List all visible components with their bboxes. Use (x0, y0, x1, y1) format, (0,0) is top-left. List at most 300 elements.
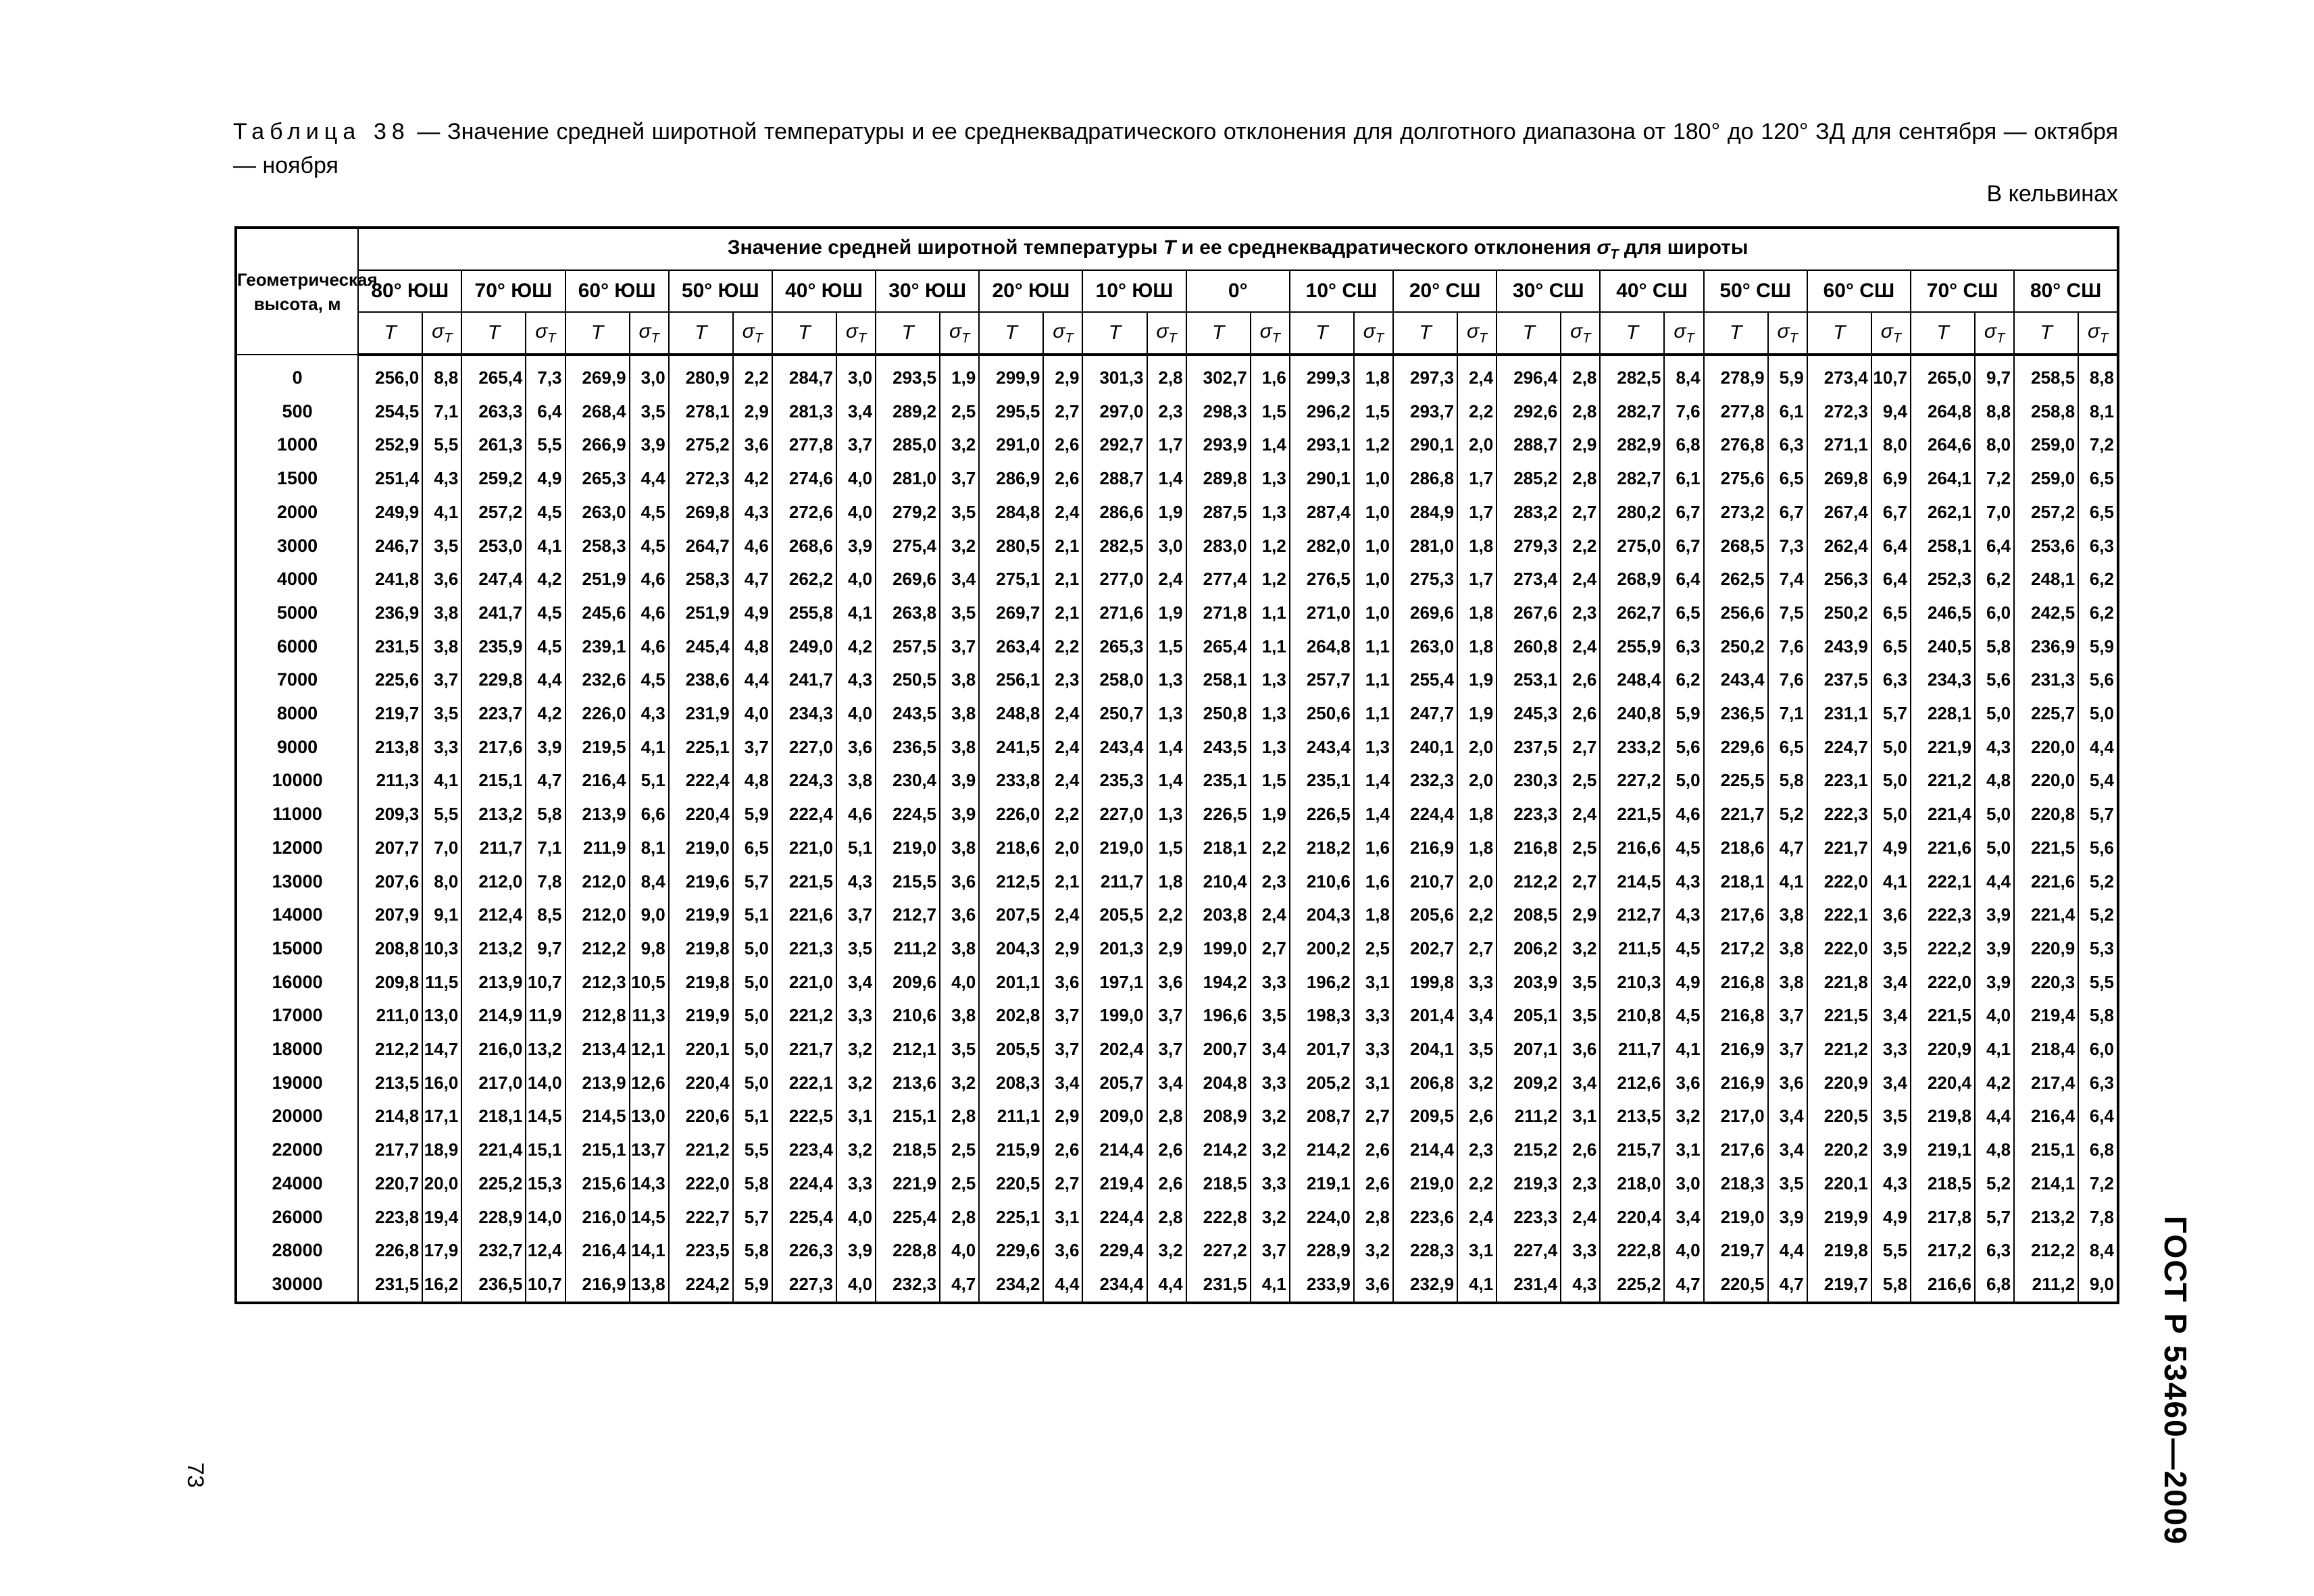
temperature-cell: 215,2 (1496, 1133, 1561, 1167)
sigma-cell: 3,6 (1354, 1268, 1393, 1303)
sigma-cell: 2,4 (1561, 1201, 1600, 1235)
temperature-cell: 216,9 (1393, 831, 1457, 865)
sigma-cell: 4,7 (526, 764, 565, 798)
latitude-header: 40° СШ (1600, 270, 1703, 312)
altitude-cell: 14000 (236, 898, 358, 932)
sigma-cell: 4,1 (1975, 1033, 2014, 1066)
sigma-cell: 4,9 (1871, 831, 1911, 865)
temperature-cell: 273,4 (1807, 355, 1871, 395)
temperature-cell: 216,4 (565, 1234, 630, 1268)
sigma-cell: 3,4 (836, 966, 876, 1000)
sigma-cell: 1,2 (1251, 563, 1290, 596)
sigma-cell: 17,1 (422, 1100, 461, 1133)
temperature-cell: 282,0 (1290, 530, 1354, 563)
sigma-cell: 13,7 (630, 1133, 669, 1167)
temperature-cell: 275,1 (979, 563, 1043, 596)
sigma-index: T (1375, 330, 1384, 346)
temperature-cell: 225,1 (979, 1201, 1043, 1235)
temperature-cell: 246,5 (1911, 596, 1975, 630)
temperature-cell: 288,7 (1496, 428, 1561, 462)
temperature-cell: 206,2 (1496, 932, 1561, 966)
temperature-cell: 212,2 (1496, 865, 1561, 899)
sigma-cell: 3,7 (940, 462, 979, 496)
temperature-cell: 276,5 (1290, 563, 1354, 596)
temperature-cell: 196,2 (1290, 966, 1354, 1000)
temperature-cell: 210,4 (1186, 865, 1251, 899)
temperature-cell: 212,7 (876, 898, 940, 932)
sigma-subheader (1354, 312, 1393, 355)
sigma-cell: 5,0 (1871, 731, 1911, 765)
table-row (236, 831, 2118, 865)
sigma-cell: 1,6 (1354, 865, 1393, 899)
sigma-symbol: σ (1674, 319, 1686, 342)
temperature-cell: 219,8 (1911, 1100, 1975, 1133)
temperature-cell: 264,7 (669, 530, 733, 563)
temperature-cell: 263,3 (461, 395, 526, 429)
sigma-subheader (1043, 312, 1082, 355)
temperature-cell: 216,9 (1704, 1066, 1768, 1100)
stub-header: Геометрическая высота, м (236, 228, 358, 355)
sigma-cell: 1,2 (1251, 530, 1290, 563)
sigma-cell: 4,4 (526, 663, 565, 697)
sigma-cell: 3,5 (422, 697, 461, 731)
temperature-cell: 201,4 (1393, 999, 1457, 1033)
temperature-cell: 234,3 (1911, 663, 1975, 697)
temperature-cell: 271,6 (1082, 596, 1147, 630)
temperature-cell: 298,3 (1186, 395, 1251, 429)
temperature-cell: 222,7 (669, 1201, 733, 1235)
sigma-cell: 2,2 (1043, 630, 1082, 664)
sigma-cell: 4,1 (1664, 1033, 1703, 1066)
sigma-cell: 2,6 (1043, 428, 1082, 462)
temperature-subheader: T (1082, 312, 1147, 355)
temperature-cell: 218,5 (1186, 1167, 1251, 1201)
temperature-cell: 214,1 (2014, 1167, 2078, 1201)
sigma-cell: 4,1 (1871, 865, 1911, 899)
temperature-cell: 264,8 (1911, 395, 1975, 429)
temperature-cell: 220,2 (1807, 1133, 1871, 1167)
temperature-cell: 216,8 (1704, 966, 1768, 1000)
temperature-subheader: T (979, 312, 1043, 355)
sigma-cell: 3,4 (836, 395, 876, 429)
sigma-cell: 10,7 (526, 1268, 565, 1303)
sigma-cell: 5,5 (526, 428, 565, 462)
sigma-subheader (733, 312, 772, 355)
temperature-cell: 213,9 (565, 1066, 630, 1100)
temperature-cell: 271,8 (1186, 596, 1251, 630)
sigma-cell: 1,5 (1147, 831, 1186, 865)
sigma-cell: 3,2 (1561, 932, 1600, 966)
latitude-header: 10° СШ (1290, 270, 1393, 312)
temperature-cell: 258,3 (565, 530, 630, 563)
temperature-cell: 224,7 (1807, 731, 1871, 765)
temperature-cell: 266,9 (565, 428, 630, 462)
temperature-cell: 296,4 (1496, 355, 1561, 395)
temperature-cell: 222,8 (1186, 1201, 1251, 1235)
temperature-cell: 250,2 (1807, 596, 1871, 630)
sigma-cell: 4,2 (526, 697, 565, 731)
temperature-cell: 229,8 (461, 663, 526, 697)
temperature-cell: 272,3 (1807, 395, 1871, 429)
sigma-cell: 4,8 (733, 630, 772, 664)
sigma-cell: 7,6 (1768, 663, 1807, 697)
temperature-cell: 219,8 (669, 966, 733, 1000)
temperature-subheader: T (1393, 312, 1457, 355)
sigma-cell: 3,4 (1768, 1133, 1807, 1167)
temperature-cell: 262,2 (772, 563, 836, 596)
temperature-cell: 221,2 (669, 1133, 733, 1167)
sigma-cell: 3,2 (1251, 1133, 1290, 1167)
sigma-cell: 4,2 (526, 563, 565, 596)
sigma-index: T (1996, 330, 2005, 346)
sigma-cell: 2,9 (1043, 932, 1082, 966)
sigma-cell: 16,2 (422, 1268, 461, 1303)
temperature-cell: 219,7 (1807, 1268, 1871, 1303)
sigma-cell: 2,4 (1147, 563, 1186, 596)
sigma-cell: 3,2 (1457, 1066, 1496, 1100)
temperature-cell: 217,6 (461, 731, 526, 765)
temperature-cell: 258,8 (2014, 395, 2078, 429)
altitude-cell: 0 (236, 355, 358, 395)
sigma-cell: 2,6 (1561, 1133, 1600, 1167)
sigma-cell: 3,3 (1561, 1234, 1600, 1268)
temperature-cell: 290,1 (1393, 428, 1457, 462)
temperature-cell: 220,9 (2014, 932, 2078, 966)
sigma-cell: 1,3 (1147, 663, 1186, 697)
sigma-cell: 3,5 (1251, 999, 1290, 1033)
sigma-cell: 6,5 (1768, 462, 1807, 496)
sigma-symbol: σ (949, 319, 962, 342)
temperature-cell: 219,0 (1393, 1167, 1457, 1201)
sigma-cell: 4,3 (836, 865, 876, 899)
temperature-cell: 199,0 (1186, 932, 1251, 966)
sigma-index: T (1272, 330, 1280, 346)
sigma-cell: 8,4 (1664, 355, 1703, 395)
temperature-cell: 222,3 (1911, 898, 1975, 932)
temperature-cell: 275,6 (1704, 462, 1768, 496)
temperature-cell: 213,9 (565, 798, 630, 831)
temperature-cell: 215,1 (876, 1100, 940, 1133)
temperature-cell: 221,6 (772, 898, 836, 932)
sigma-cell: 12,4 (526, 1234, 565, 1268)
temperature-cell: 199,8 (1393, 966, 1457, 1000)
temperature-cell: 236,9 (358, 596, 422, 630)
sigma-cell: 3,6 (1871, 898, 1911, 932)
sigma-cell: 5,7 (1975, 1201, 2014, 1235)
sigma-cell: 20,0 (422, 1167, 461, 1201)
sigma-cell: 2,5 (1561, 764, 1600, 798)
sigma-cell: 4,0 (733, 697, 772, 731)
sigma-cell: 4,5 (1664, 932, 1703, 966)
temperature-cell: 257,7 (1290, 663, 1354, 697)
temperature-cell: 275,0 (1600, 530, 1664, 563)
sigma-cell: 1,5 (1251, 395, 1290, 429)
temperature-cell: 242,5 (2014, 596, 2078, 630)
temperature-cell: 237,5 (1496, 731, 1561, 765)
temperature-cell: 219,0 (669, 831, 733, 865)
temperature-cell: 223,7 (461, 697, 526, 731)
sigma-cell: 5,2 (2078, 865, 2118, 899)
temperature-cell: 219,3 (1496, 1167, 1561, 1201)
temperature-cell: 227,3 (772, 1268, 836, 1303)
sigma-cell: 9,7 (1975, 355, 2014, 395)
altitude-cell: 22000 (236, 1133, 358, 1167)
sigma-cell: 1,5 (1251, 764, 1290, 798)
temperature-cell: 293,5 (876, 355, 940, 395)
sigma-cell: 5,2 (1975, 1167, 2014, 1201)
temperature-cell: 219,6 (669, 865, 733, 899)
table-row (236, 1033, 2118, 1066)
temperature-cell: 265,4 (1186, 630, 1251, 664)
sigma-cell: 3,3 (1251, 1167, 1290, 1201)
temperature-cell: 219,4 (1082, 1167, 1147, 1201)
temperature-cell: 221,0 (772, 966, 836, 1000)
temperature-cell: 210,6 (876, 999, 940, 1033)
sigma-cell: 1,3 (1251, 462, 1290, 496)
sigma-cell: 7,4 (1768, 563, 1807, 596)
temperature-cell: 212,2 (2014, 1234, 2078, 1268)
altitude-cell: 24000 (236, 1167, 358, 1201)
temperature-cell: 283,0 (1186, 530, 1251, 563)
sigma-cell: 3,8 (940, 831, 979, 865)
temperature-cell: 272,3 (669, 462, 733, 496)
table-caption-text: — Значение средней широтной температуры и ее среднеквадратического отклонения для долготного диапазона от 180° до 120° ЗД для сентября — октября — ноября (233, 119, 2118, 178)
temperature-cell: 246,7 (358, 530, 422, 563)
temperature-cell: 203,9 (1496, 966, 1561, 1000)
temperature-cell: 241,8 (358, 563, 422, 596)
temperature-cell: 199,0 (1082, 999, 1147, 1033)
sigma-cell: 14,3 (630, 1167, 669, 1201)
sigma-cell: 3,5 (836, 932, 876, 966)
sigma-cell: 3,7 (836, 898, 876, 932)
temperature-cell: 221,7 (772, 1033, 836, 1066)
temperature-cell: 238,6 (669, 663, 733, 697)
temperature-subheader: T (1496, 312, 1561, 355)
temperature-cell: 235,1 (1290, 764, 1354, 798)
temperature-cell: 249,9 (358, 496, 422, 530)
temperature-cell: 223,5 (669, 1234, 733, 1268)
temperature-cell: 253,0 (461, 530, 526, 563)
temperature-cell: 264,8 (1290, 630, 1354, 664)
sigma-cell: 5,1 (630, 764, 669, 798)
sigma-cell: 6,7 (1871, 496, 1911, 530)
temperature-cell: 217,6 (1704, 1133, 1768, 1167)
sigma-cell: 7,3 (526, 355, 565, 395)
temperature-cell: 216,4 (565, 764, 630, 798)
sigma-cell: 10,7 (526, 966, 565, 1000)
sigma-cell: 4,3 (733, 496, 772, 530)
temperature-cell: 222,1 (1911, 865, 1975, 899)
temperature-cell: 240,1 (1393, 731, 1457, 765)
temperature-cell: 212,3 (565, 966, 630, 1000)
temperature-cell: 219,9 (669, 898, 733, 932)
temperature-cell: 208,9 (1186, 1100, 1251, 1133)
sigma-symbol: σ (1570, 319, 1583, 342)
sigma-cell: 4,4 (1043, 1268, 1082, 1303)
temperature-cell: 253,6 (2014, 530, 2078, 563)
temperature-cell: 220,5 (1704, 1268, 1768, 1303)
sigma-cell: 4,6 (630, 596, 669, 630)
temperature-cell: 212,7 (1600, 898, 1664, 932)
sigma-cell: 6,0 (1975, 596, 2014, 630)
sigma-cell: 3,8 (1768, 966, 1807, 1000)
sigma-symbol: σ (1363, 319, 1376, 342)
sigma-cell: 1,8 (1457, 831, 1496, 865)
temperature-cell: 231,4 (1496, 1268, 1561, 1303)
temperature-subheader: T (669, 312, 733, 355)
sigma-cell: 2,8 (1354, 1201, 1393, 1235)
sigma-subheader (2078, 312, 2118, 355)
sigma-cell: 3,5 (1871, 1100, 1911, 1133)
temperature-cell: 256,0 (358, 355, 422, 395)
temperature-cell: 233,2 (1600, 731, 1664, 765)
sigma-cell: 3,6 (733, 428, 772, 462)
sigma-cell: 2,8 (1147, 1201, 1186, 1235)
temperature-cell: 224,2 (669, 1268, 733, 1303)
temperature-cell: 285,0 (876, 428, 940, 462)
sigma-cell: 6,5 (1871, 596, 1911, 630)
sigma-cell: 3,4 (1871, 1066, 1911, 1100)
sigma-cell: 5,6 (2078, 663, 2118, 697)
sigma-cell: 3,8 (1768, 898, 1807, 932)
temperature-cell: 222,1 (772, 1066, 836, 1100)
sigma-cell: 2,6 (1561, 697, 1600, 731)
sigma-cell: 5,9 (733, 1268, 772, 1303)
temperature-cell: 219,8 (669, 932, 733, 966)
temperature-cell: 220,5 (1807, 1100, 1871, 1133)
sigma-symbol: σ (1466, 319, 1480, 342)
temperature-cell: 216,9 (565, 1268, 630, 1303)
sigma-cell: 7,0 (1975, 496, 2014, 530)
temperature-cell: 219,5 (565, 731, 630, 765)
table-row (236, 1234, 2118, 1268)
temperature-cell: 211,7 (461, 831, 526, 865)
sigma-cell: 2,1 (1043, 596, 1082, 630)
sigma-cell: 5,1 (733, 1100, 772, 1133)
temperature-cell: 293,9 (1186, 428, 1251, 462)
temperature-cell: 220,4 (1600, 1201, 1664, 1235)
temperature-cell: 201,1 (979, 966, 1043, 1000)
sigma-cell: 7,6 (1664, 395, 1703, 429)
sigma-cell: 2,9 (1147, 932, 1186, 966)
temperature-cell: 234,3 (772, 697, 836, 731)
temperature-subheader: T (1704, 312, 1768, 355)
sigma-cell: 6,5 (733, 831, 772, 865)
sigma-cell: 4,7 (1768, 831, 1807, 865)
temperature-cell: 209,3 (358, 798, 422, 831)
temperature-cell: 212,5 (979, 865, 1043, 899)
sigma-cell: 4,9 (733, 596, 772, 630)
sigma-cell: 5,8 (1768, 764, 1807, 798)
sigma-cell: 8,5 (526, 898, 565, 932)
sigma-cell: 2,1 (1043, 865, 1082, 899)
sigma-cell: 5,5 (1871, 1234, 1911, 1268)
temperature-cell: 269,7 (979, 596, 1043, 630)
temperature-cell: 213,4 (565, 1033, 630, 1066)
temperature-cell: 229,4 (1082, 1234, 1147, 1268)
sigma-cell: 5,0 (1975, 697, 2014, 731)
temperature-cell: 222,4 (772, 798, 836, 831)
temperature-cell: 279,2 (876, 496, 940, 530)
temperature-cell: 221,4 (2014, 898, 2078, 932)
temperature-cell: 245,6 (565, 596, 630, 630)
sigma-cell: 2,4 (1043, 898, 1082, 932)
temperature-cell: 229,6 (1704, 731, 1768, 765)
temperature-cell: 207,6 (358, 865, 422, 899)
sigma-cell: 4,5 (1664, 999, 1703, 1033)
temperature-cell: 217,2 (1911, 1234, 1975, 1268)
temperature-cell: 245,3 (1496, 697, 1561, 731)
temperature-cell: 205,5 (1082, 898, 1147, 932)
sigma-cell: 2,8 (1561, 462, 1600, 496)
temperature-cell: 213,8 (358, 731, 422, 765)
temperature-cell: 253,1 (1496, 663, 1561, 697)
temperature-cell: 202,8 (979, 999, 1043, 1033)
temperature-cell: 207,9 (358, 898, 422, 932)
sigma-cell: 3,7 (1768, 1033, 1807, 1066)
sigma-cell: 5,8 (733, 1167, 772, 1201)
temperature-cell: 211,5 (1600, 932, 1664, 966)
temperature-cell: 208,3 (979, 1066, 1043, 1100)
temperature-cell: 228,9 (1290, 1234, 1354, 1268)
sigma-cell: 4,4 (1147, 1268, 1186, 1303)
sigma-cell: 3,2 (1354, 1234, 1393, 1268)
temperature-cell: 265,0 (1911, 355, 1975, 395)
table-row (236, 428, 2118, 462)
sigma-cell: 3,0 (1664, 1167, 1703, 1201)
sigma-cell: 6,3 (1768, 428, 1807, 462)
temperature-cell: 251,4 (358, 462, 422, 496)
temperature-cell: 243,5 (1186, 731, 1251, 765)
sigma-cell: 1,7 (1457, 563, 1496, 596)
sigma-subheader (526, 312, 565, 355)
temperature-cell: 231,1 (1807, 697, 1871, 731)
sigma-cell: 3,8 (940, 999, 979, 1033)
temperature-cell: 274,6 (772, 462, 836, 496)
sigma-cell: 4,5 (1664, 831, 1703, 865)
temperature-cell: 277,0 (1082, 563, 1147, 596)
table-row (236, 395, 2118, 429)
sigma-cell: 8,4 (2078, 1234, 2118, 1268)
temperature-cell: 224,4 (1082, 1201, 1147, 1235)
temperature-cell: 256,6 (1704, 596, 1768, 630)
temperature-cell: 281,3 (772, 395, 836, 429)
temperature-cell: 212,0 (565, 865, 630, 899)
temperature-cell: 292,6 (1496, 395, 1561, 429)
temperature-cell: 255,4 (1393, 663, 1457, 697)
sigma-cell: 1,4 (1354, 764, 1393, 798)
sigma-cell: 5,9 (733, 798, 772, 831)
sigma-cell: 4,1 (526, 530, 565, 563)
sigma-cell: 4,0 (836, 1268, 876, 1303)
temperature-cell: 211,2 (876, 932, 940, 966)
sigma-cell: 3,6 (422, 563, 461, 596)
sigma-cell: 3,9 (940, 798, 979, 831)
sigma-cell: 4,9 (526, 462, 565, 496)
temperature-cell: 281,0 (1393, 530, 1457, 563)
altitude-cell: 10000 (236, 764, 358, 798)
latitude-header: 70° СШ (1911, 270, 2014, 312)
temperature-cell: 288,7 (1082, 462, 1147, 496)
sigma-cell: 4,4 (2078, 731, 2118, 765)
sigma-subheader (422, 312, 461, 355)
temperature-cell: 220,9 (1911, 1033, 1975, 1066)
temperature-cell: 297,0 (1082, 395, 1147, 429)
sigma-cell: 5,8 (526, 798, 565, 831)
temperature-cell: 252,3 (1911, 563, 1975, 596)
temperature-cell: 220,9 (1807, 1066, 1871, 1100)
sigma-cell: 4,8 (1975, 764, 2014, 798)
